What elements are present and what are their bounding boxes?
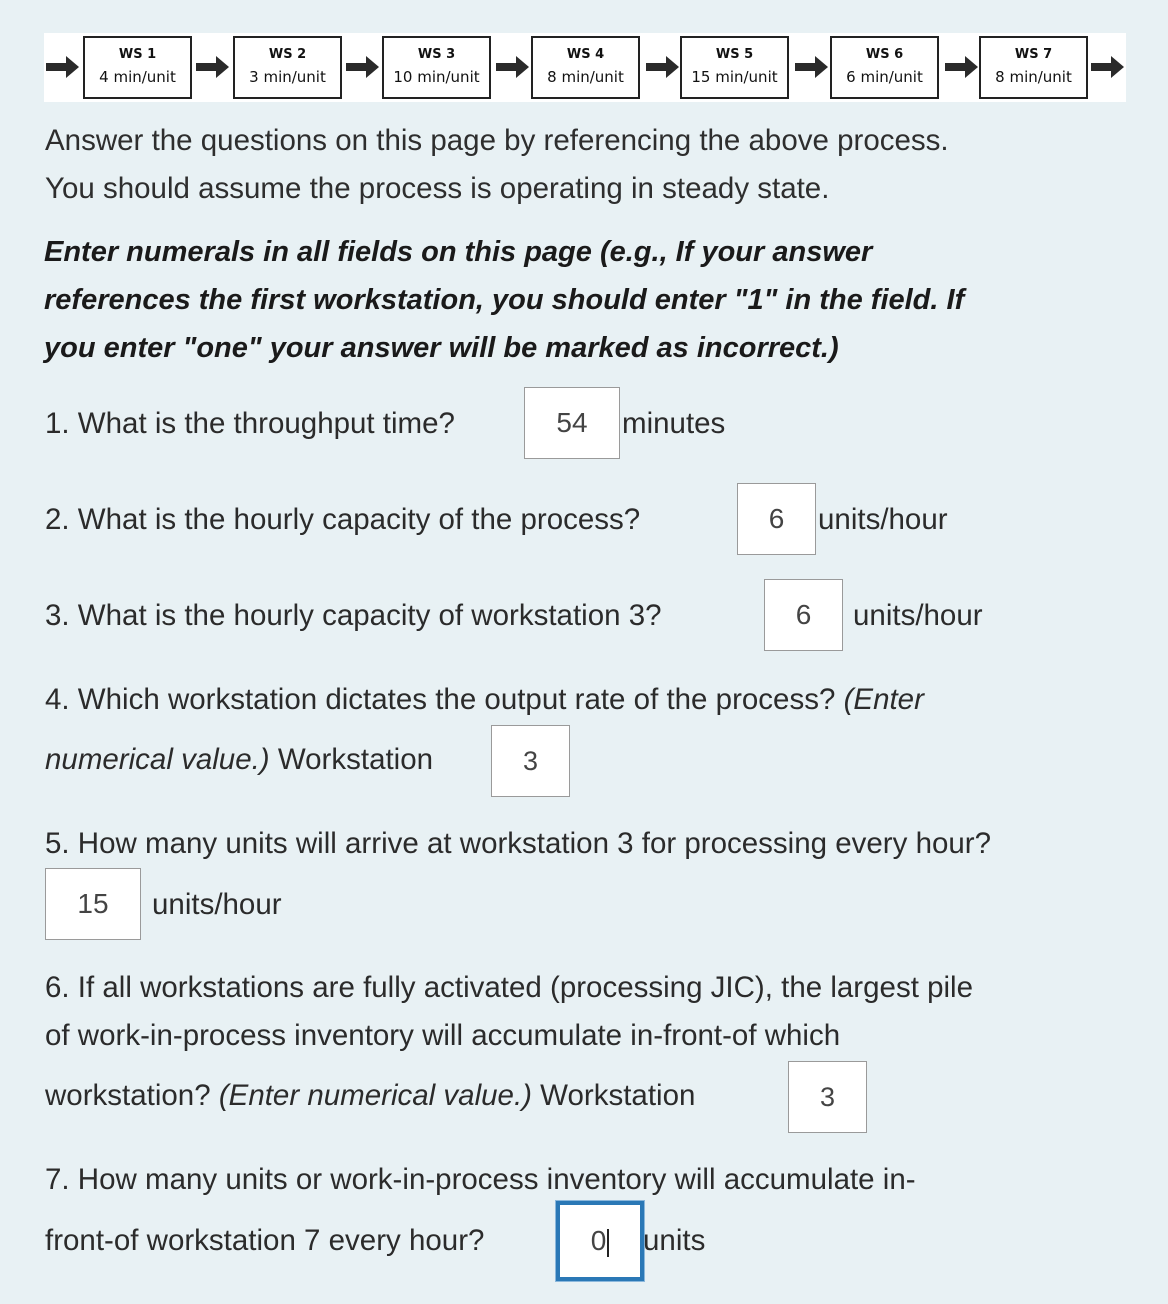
answer-value: 0: [590, 1225, 607, 1256]
question-5-text: 5. How many units will arrive at workstation 3 for processing every hour?: [45, 827, 992, 860]
note-line-2: references the first workstation, you should enter "1" in the field. If: [44, 284, 965, 316]
question-7-unit: units: [643, 1224, 706, 1257]
question-2-unit: units/hour: [818, 503, 948, 536]
answer-value: 6: [795, 599, 812, 630]
workstation-rate: 3 min/unit: [249, 68, 326, 86]
note-line-1: Enter numerals in all fields on this page (e.g., If your answer: [44, 236, 873, 268]
right-arrow-icon: [196, 55, 230, 79]
question-6-answer-field[interactable]: [788, 1061, 867, 1133]
right-arrow-icon: [945, 55, 979, 79]
right-arrow-icon: [1091, 55, 1125, 79]
question-5-answer-field[interactable]: [45, 868, 141, 940]
question-6-hint: (Enter numerical value.): [218, 1079, 532, 1112]
workstation-rate: 8 min/unit: [547, 68, 624, 86]
right-arrow-icon: [46, 55, 80, 79]
question-4-hint-end: numerical value.): [45, 743, 270, 776]
workstation-name: WS 4: [566, 47, 605, 62]
workstation-rate: 10 min/unit: [393, 68, 480, 86]
workstation-6-box: [830, 36, 939, 99]
question-6-label: Workstation: [540, 1079, 696, 1112]
question-4-text: 4. Which workstation dictates the output rate of the process?: [45, 683, 836, 716]
process-diagram: [44, 33, 1126, 102]
workstation-name: WS 6: [865, 47, 904, 62]
workstation-name: WS 5: [715, 47, 754, 62]
question-3-answer-field[interactable]: [764, 579, 843, 651]
workstation-rate: 15 min/unit: [691, 68, 778, 86]
question-6-line-3: [45, 1079, 695, 1113]
question-5-unit: units/hour: [152, 888, 282, 921]
answer-value: 54: [556, 407, 588, 438]
question-7-answer-field[interactable]: [556, 1201, 644, 1281]
question-4-answer-field[interactable]: [491, 725, 570, 797]
workstation-name: WS 1: [118, 47, 157, 62]
right-arrow-icon: [795, 55, 829, 79]
workstation-3-box: [382, 36, 491, 99]
workstation-rate: 8 min/unit: [995, 68, 1072, 86]
question-2-answer-field[interactable]: [737, 483, 816, 555]
question-1-answer-field[interactable]: [524, 387, 620, 459]
workstation-name: WS 3: [417, 47, 456, 62]
question-4-line-1: [45, 683, 924, 717]
question-6-line-2: of work-in-process inventory will accumulate in-front-of which: [45, 1019, 841, 1052]
question-4-label: Workstation: [277, 743, 434, 776]
workstation-2-box: [233, 36, 342, 99]
question-4-hint-start: (Enter: [843, 683, 924, 716]
text-cursor: [607, 1229, 609, 1257]
intro-line-1: Answer the questions on this page by referencing the above process.: [45, 124, 949, 157]
answer-value: 3: [819, 1082, 836, 1112]
question-1-text: 1. What is the throughput time?: [45, 407, 455, 440]
note-line-3: you enter "one" your answer will be marked as incorrect.): [44, 332, 839, 364]
answer-value: 6: [768, 503, 785, 534]
question-3-text: 3. What is the hourly capacity of workstation 3?: [45, 599, 662, 632]
workstation-4-box: [531, 36, 640, 99]
workstation-rate: 6 min/unit: [846, 68, 923, 86]
question-6-line-1: 6. If all workstations are fully activated (processing JIC), the largest pile: [45, 971, 974, 1004]
workstation-5-box: [680, 36, 789, 99]
question-7-line-1: 7. How many units or work-in-process inventory will accumulate in-: [45, 1163, 916, 1196]
question-1-unit: minutes: [622, 407, 726, 440]
workstation-rate: 4 min/unit: [99, 68, 176, 86]
right-arrow-icon: [496, 55, 530, 79]
workstation-7-box: [979, 36, 1088, 99]
workstation-1-box: [83, 36, 192, 99]
right-arrow-icon: [646, 55, 680, 79]
question-4-line-2: [45, 743, 433, 777]
workstation-name: WS 2: [268, 47, 307, 62]
answer-value: 15: [77, 888, 109, 919]
right-arrow-icon: [346, 55, 380, 79]
question-3-unit: units/hour: [853, 599, 983, 632]
question-2-text: 2. What is the hourly capacity of the process?: [45, 503, 641, 536]
intro-line-2: You should assume the process is operating in steady state.: [45, 172, 830, 205]
question-7-line-2: front-of workstation 7 every hour?: [45, 1224, 485, 1257]
question-6-text-end: workstation?: [45, 1079, 211, 1112]
workstation-name: WS 7: [1014, 47, 1053, 62]
answer-value: 3: [522, 746, 539, 776]
